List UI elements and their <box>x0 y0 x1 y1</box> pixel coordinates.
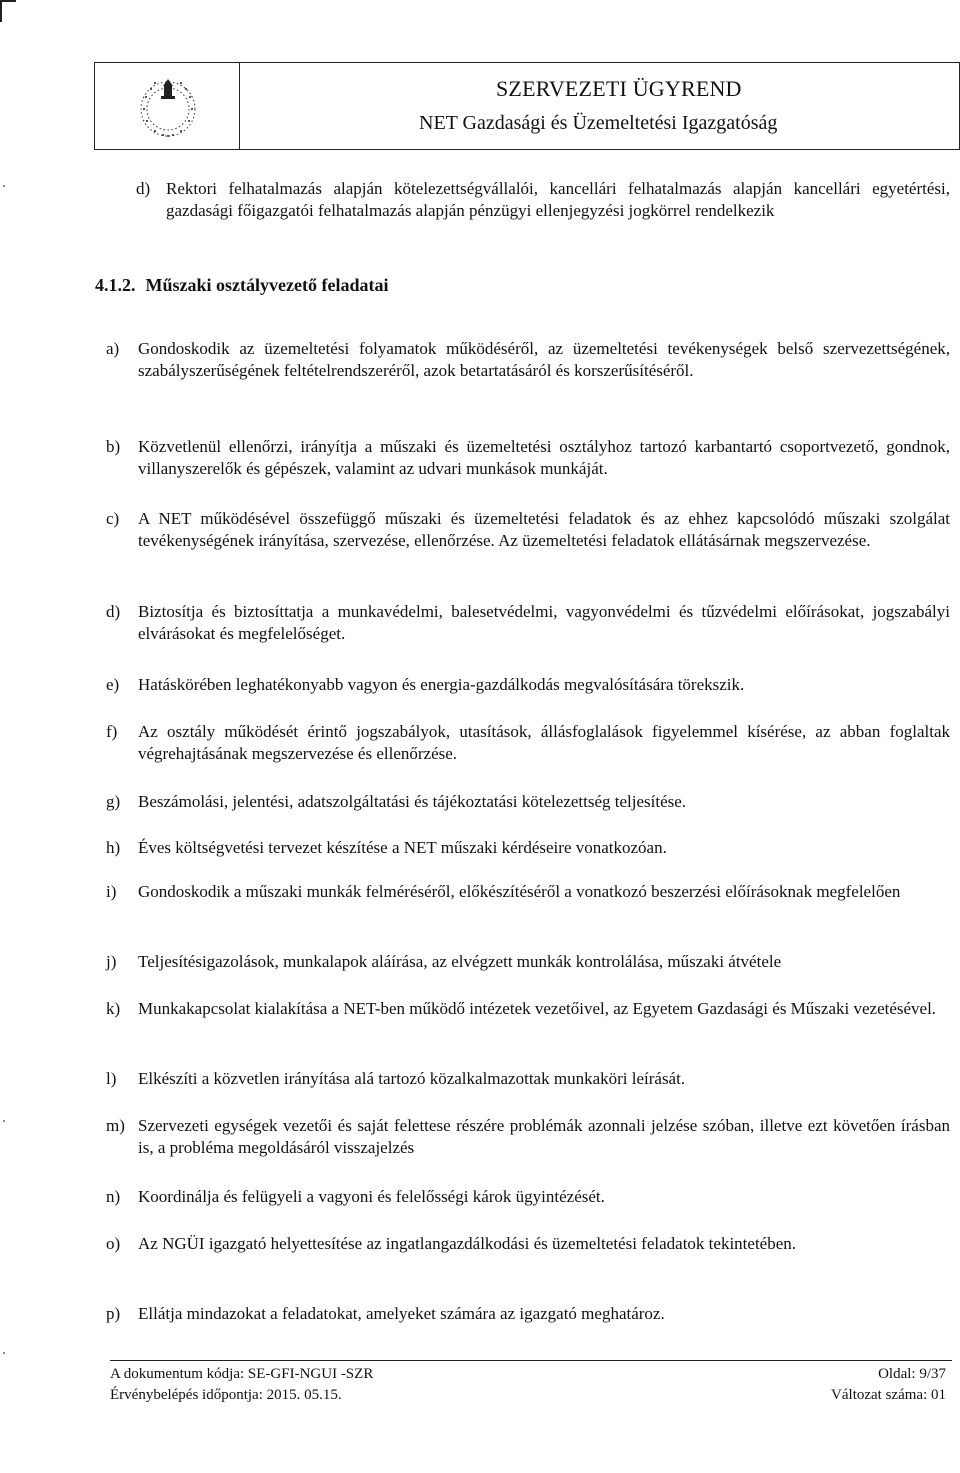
list-item <box>106 1186 950 1208</box>
list-item <box>106 1068 950 1090</box>
list-marker: l) <box>106 1069 117 1088</box>
section-number: 4.1.2. <box>95 275 136 295</box>
list-item <box>106 1233 950 1255</box>
list-item-text: Elkészíti a közvetlen irányítása alá tartozó közalkalmazottak munkaköri leírását. <box>138 1069 686 1088</box>
list-item <box>106 951 950 973</box>
list-item <box>106 998 950 1020</box>
list-marker: e) <box>106 675 120 694</box>
list-marker: f) <box>106 722 118 741</box>
scan-speck <box>3 185 5 187</box>
list-item-text: Gondoskodik a műszaki munkák felméréséről, előkészítéséről a vonatkozó beszerzési előírásoknak megfelelően <box>138 882 901 901</box>
list-item-text: Szervezeti egységek vezetői és saját felettese részére problémák azonnali jelzése szóban, illetve ezt követően írásban is, a probléma megoldásáról visszajelzés <box>138 1116 950 1157</box>
section-title: Műszaki osztályvezető feladatai <box>145 275 389 295</box>
list-marker: d) <box>136 179 151 198</box>
list-item-text: Közvetlenül ellenőrzi, irányítja a műszaki és üzemeltetési osztályhoz tartozó karbantartó csoportvezető, gondnok, villanyszerelők és gépészek, valamint az udvari munkások munkáját. <box>138 437 950 478</box>
university-seal-icon <box>137 69 199 145</box>
list-marker: g) <box>106 792 121 811</box>
scan-speck <box>3 1120 5 1122</box>
footer-rule <box>110 1360 952 1361</box>
list-item <box>106 791 950 813</box>
list-item-text: A NET működésével összefüggő műszaki és üzemeltetési feladatok és az ehhez kapcsolódó műszaki szolgálat tevékenységének irányítása, szervezése, ellenőrzése. Az üzemeltetési feladatok ellátásárnak megszervezése. <box>138 509 950 550</box>
list-item-text: Hatáskörében leghatékonyabb vagyon és energia-gazdálkodás megvalósítására törekszik. <box>138 675 745 694</box>
list-marker: a) <box>106 339 120 358</box>
page-corner-mark <box>0 0 16 22</box>
list-marker: c) <box>106 509 120 528</box>
list-item-text: Teljesítésigazolások, munkalapok aláírása, az elvégzett munkák kontrolálása, műszaki átvétele <box>138 952 782 971</box>
list-marker: n) <box>106 1187 121 1206</box>
footer-effective-date: Érvénybelépés időpontja: 2015. 05.15. <box>110 1387 342 1403</box>
list-item-text: Gondoskodik az üzemeltetési folyamatok működéséről, az üzemeltetési tevékenységek belső szervezettségének, szabályszerűségének feltételrendszeréről, azok betartatásáról és korszerűsítéséről. <box>138 339 950 380</box>
list-item <box>106 1303 950 1325</box>
document-subtitle: NET Gazdasági és Üzemeltetési Igazgatóság <box>419 112 778 134</box>
list-item-text: Az osztály működését érintő jogszabályok, utasítások, állásfoglalások figyelemmel kísérése, az abban foglaltak végrehajtásának megszervezése és ellenőrzése. <box>138 722 950 763</box>
list-item-text: Biztosítja és biztosíttatja a munkavédelmi, balesetvédelmi, vagyonvédelmi és tűzvédelmi előírásokat, jogszabályi elvárásokat és megfelelőséget. <box>138 602 950 643</box>
list-item-text: Az NGÜI igazgató helyettesítése az ingatlangazdálkodási és üzemeltetési feladatok tekintetében. <box>138 1234 797 1253</box>
list-item <box>106 674 950 696</box>
list-item <box>106 1115 950 1158</box>
list-item-text: Beszámolási, jelentési, adatszolgáltatási és tájékoztatási kötelezettség teljesítése. <box>138 792 687 811</box>
list-marker: h) <box>106 838 121 857</box>
list-marker: j) <box>106 952 117 971</box>
list-item-text: Ellátja mindazokat a feladatokat, amelyeket számára az igazgató meghatároz. <box>138 1304 665 1323</box>
logo-cell <box>95 63 240 149</box>
list-item <box>106 601 950 644</box>
list-item-text: Éves költségvetési tervezet készítése a NET műszaki kérdéseire vonatkozóan. <box>138 838 667 857</box>
list-item-text: Koordinálja és felügyeli a vagyoni és felelősségi károk ügyintézését. <box>138 1187 605 1206</box>
list-item <box>106 338 950 381</box>
list-marker: m) <box>106 1116 125 1135</box>
list-item-text: Rektori felhatalmazás alapján kötelezettségvállalói, kancellári felhatalmazás alapján kancellári egyetértési, gazdasági főigazgatói felhatalmazás alapján pénzügyi ellenjegyzési jogkörrel rendelkezik <box>166 179 950 220</box>
list-item-intro <box>136 178 950 221</box>
list-marker: d) <box>106 602 121 621</box>
list-item <box>106 508 950 551</box>
section-heading <box>95 275 388 296</box>
list-marker: b) <box>106 437 121 456</box>
footer-page-number: Oldal: 9/37 <box>878 1366 946 1382</box>
list-item <box>106 436 950 479</box>
scan-speck <box>3 1352 5 1354</box>
list-marker: k) <box>106 999 121 1018</box>
list-marker: i) <box>106 882 117 901</box>
document-title: SZERVEZETI ÜGYREND <box>496 76 742 101</box>
list-marker: p) <box>106 1304 121 1323</box>
list-item-text: Munkakapcsolat kialakítása a NET-ben működő intézetek vezetőivel, az Egyetem Gazdasági és Műszaki vezetésével. <box>138 999 937 1018</box>
list-item <box>106 837 950 859</box>
list-item <box>106 881 950 903</box>
list-marker: o) <box>106 1234 121 1253</box>
footer-version: Változat száma: 01 <box>831 1387 946 1403</box>
list-item <box>106 721 950 764</box>
footer-doc-code: A dokumentum kódja: SE-GFI-NGUI -SZR <box>110 1366 374 1382</box>
